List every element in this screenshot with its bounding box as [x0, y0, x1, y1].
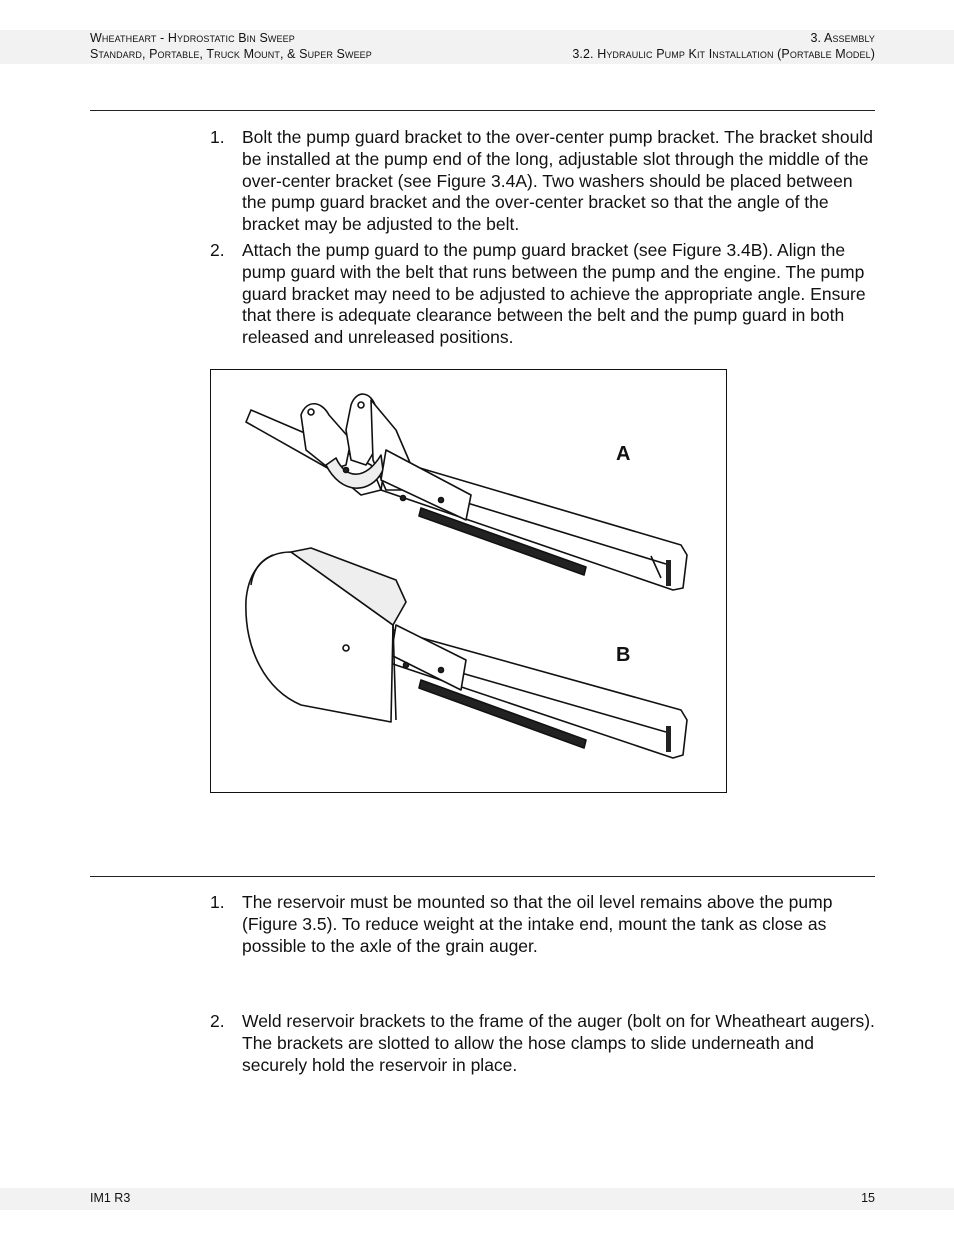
step-text: Bolt the pump guard bracket to the over-center pump bracket. The bracket should be installed at the pump end of the long, adjustable slot through the middle of the over-center bracket (see Figure 3.4A). Two washers should be placed between the pump guard bracket and the over-center bracket so that the angle of the bracket may be adjusted to the belt. — [242, 127, 873, 235]
over-center-bracket-b — [381, 625, 687, 758]
page-number: 15 — [861, 1191, 875, 1205]
figure-label-b: B — [616, 644, 631, 666]
footer-doc-id: IM1 R3 — [90, 1191, 131, 1205]
step-number: 1. — [210, 892, 225, 912]
step-list-reservoir — [210, 892, 875, 1081]
header-chapter: 3. Assembly — [810, 31, 875, 45]
step-number: 1. — [210, 127, 225, 147]
list-item — [210, 892, 875, 957]
header-product-title: Wheatheart - Hydrostatic Bin Sweep — [90, 31, 295, 45]
step-number: 2. — [210, 239, 225, 260]
pump-guard-cover — [246, 548, 406, 722]
step-text: Attach the pump guard to the pump guard bracket (see Figure 3.4B). Align the pump guard with the belt that runs between the pump and the engine. The pump guard bracket may need to be adjusted to achieve the appropriate angle. Ensure that there is adequate clearance between the belt and the pump guard in both released and unreleased positions. — [242, 239, 866, 348]
page-footer — [0, 1188, 954, 1210]
step-text: The reservoir must be mounted so that the oil level remains above the pump (Figure 3.5). To reduce weight at the intake end, mount the tank as close as possible to the axle of the grain auger. — [242, 892, 833, 956]
list-item — [210, 240, 875, 349]
list-item — [210, 127, 875, 236]
figure-label-a: A — [616, 443, 631, 465]
header-section: 3.2. Hydraulic Pump Kit Installation (Portable Model) — [572, 47, 875, 61]
list-item — [210, 1011, 875, 1076]
section-divider — [90, 110, 875, 111]
figure-illustration — [211, 370, 726, 792]
step-text: Weld reservoir brackets to the frame of the auger (bolt on for Wheatheart augers). The brackets are slotted to allow the hose clamps to slide underneath and securely hold the reservoir in place. — [242, 1011, 875, 1075]
section-divider — [90, 876, 875, 877]
header-product-variants: Standard, Portable, Truck Mount, & Super Sweep — [90, 47, 372, 61]
figure-pump-guard — [210, 369, 727, 793]
step-list-pump-guard — [210, 127, 875, 353]
step-number: 2. — [210, 1011, 225, 1032]
